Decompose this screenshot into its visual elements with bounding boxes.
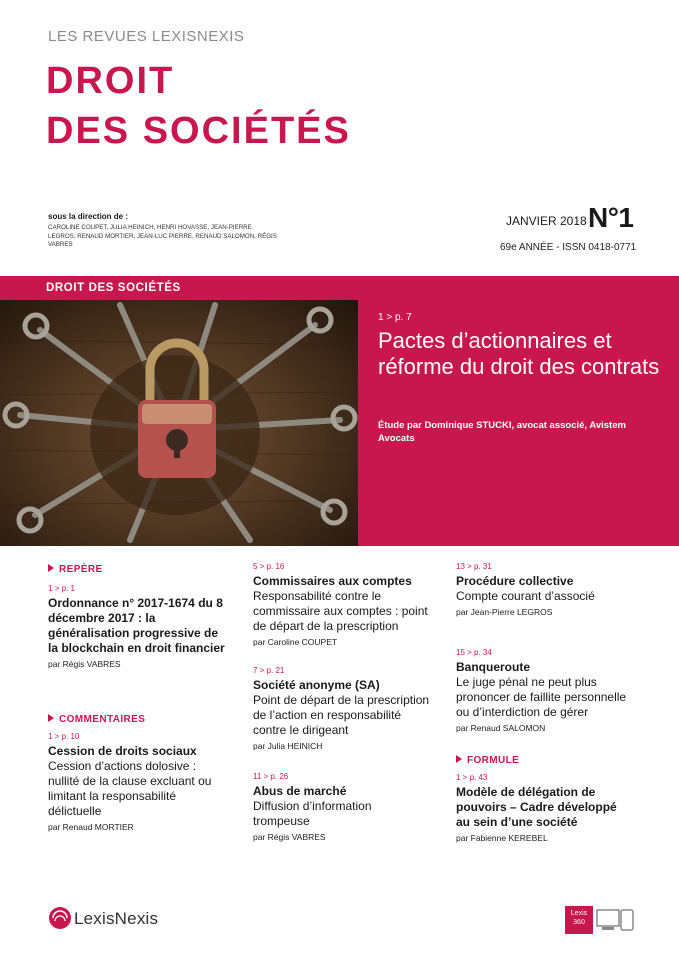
article-heading: Modèle de délégation de pouvoirs – Cadre développé au sein d’une société — [456, 785, 617, 829]
feature-ref: 1 > p. 7 — [378, 312, 412, 323]
triangle-icon — [456, 755, 462, 763]
section-repere — [48, 564, 103, 575]
section-formule — [456, 755, 519, 766]
article-heading: Commissaires aux comptes — [253, 574, 412, 588]
padlock-keys-illustration — [0, 300, 358, 546]
article-body: Cession d’actions dolosive : nullité de la clause excluant ou limitant la responsabilité délictuelle — [48, 759, 212, 818]
journal-title-line2: DES SOCIÉTÉS — [46, 110, 351, 152]
article-ref: 1 > p. 1 — [48, 584, 75, 593]
devices-icon — [596, 908, 636, 939]
article-author: par Julia HEINICH — [253, 741, 323, 751]
article-ref: 11 > p. 26 — [253, 772, 289, 781]
triangle-icon — [48, 564, 54, 572]
article-heading: Abus de marché — [253, 784, 347, 798]
lexisnexis-logo-text: LexisNexis — [74, 909, 159, 928]
direction-names: CAROLINE COUPET, JULIA HEINICH, HENRI HOVASSE, JEAN-PIERRE LEGROS, RENAUD MORTIER, JEAN-LUC PIERRE, RENAUD SALOMON, RÉGIS VABRES — [48, 224, 277, 248]
section-commentaires-label: COMMENTAIRES — [59, 714, 146, 725]
article-body: Compte courant d’associé — [456, 589, 595, 603]
issue-number: N°1 — [588, 202, 634, 233]
article-body: Point de départ de la prescription de l’action en responsabilité contre le dirigeant — [253, 693, 430, 737]
article-ref: 7 > p. 21 — [253, 666, 285, 675]
article-author: par Régis VABRES — [253, 832, 326, 842]
article-body: Responsabilité contre le commissaire aux comptes : point de départ de la prescription — [253, 589, 428, 633]
article-author: par Renaud SALOMON — [456, 723, 546, 733]
article-item[interactable] — [253, 772, 431, 842]
series-name: LES REVUES LEXISNEXIS — [48, 28, 245, 45]
article-body: Le juge pénal ne peut plus prononcer de faillite personnelle ou d’interdiction de gérer — [456, 675, 627, 719]
article-heading: Banqueroute — [456, 660, 531, 674]
article-heading: Procédure collective — [456, 574, 574, 588]
article-heading: Cession de droits sociaux — [48, 744, 197, 758]
lexis360-badge: Lexis 360 — [565, 906, 593, 934]
feature-section-label — [0, 276, 358, 300]
article-item[interactable] — [456, 562, 634, 617]
article-author: par Caroline COUPET — [253, 637, 338, 647]
article-item[interactable] — [456, 648, 634, 733]
lexisnexis-logo-icon — [48, 906, 72, 935]
article-author: par Renaud MORTIER — [48, 822, 134, 832]
article-item[interactable] — [253, 562, 431, 647]
article-body: Diffusion d’information trompeuse — [253, 799, 372, 828]
article-item[interactable] — [48, 732, 226, 832]
article-ref: 1 > p. 10 — [48, 732, 80, 741]
issue-date: JANVIER 2018 - — [506, 214, 595, 228]
article-author: par Fabienne KEREBEL — [456, 833, 548, 843]
article-author: par Jean-Pierre LEGROS — [456, 607, 553, 617]
article-ref: 15 > p. 34 — [456, 648, 492, 657]
article-ref: 5 > p. 16 — [253, 562, 285, 571]
issue-year: 69e ANNÉE - ISSN 0418-0771 — [500, 242, 637, 253]
article-ref: 1 > p. 43 — [456, 773, 488, 782]
feature-title[interactable]: Pactes d’actionnaires et réforme du droit des contrats — [378, 328, 660, 379]
section-commentaires — [48, 714, 145, 725]
article-ref: 13 > p. 31 — [456, 562, 492, 571]
feature-section-text: DROIT DES SOCIÉTÉS — [46, 282, 181, 294]
article-heading: Ordonnance n° 2017-1674 du 8 décembre 2017 : la généralisation progressive de la blockchain en droit financier — [48, 596, 225, 655]
article-item[interactable] — [48, 584, 226, 669]
direction-label: sous la direction de : — [48, 212, 129, 221]
feature-author: Étude par Dominique STUCKI, avocat associé, Avistem Avocats — [378, 420, 626, 444]
section-repere-label: REPÈRE — [59, 564, 103, 575]
article-heading: Société anonyme (SA) — [253, 678, 380, 692]
triangle-icon — [48, 714, 54, 722]
article-item[interactable] — [456, 773, 634, 843]
journal-title-line1: DROIT — [46, 60, 175, 102]
article-item[interactable] — [253, 666, 431, 751]
cover-photo — [0, 300, 358, 546]
section-formule-label: FORMULE — [467, 755, 520, 766]
article-author: par Régis VABRES — [48, 659, 121, 669]
